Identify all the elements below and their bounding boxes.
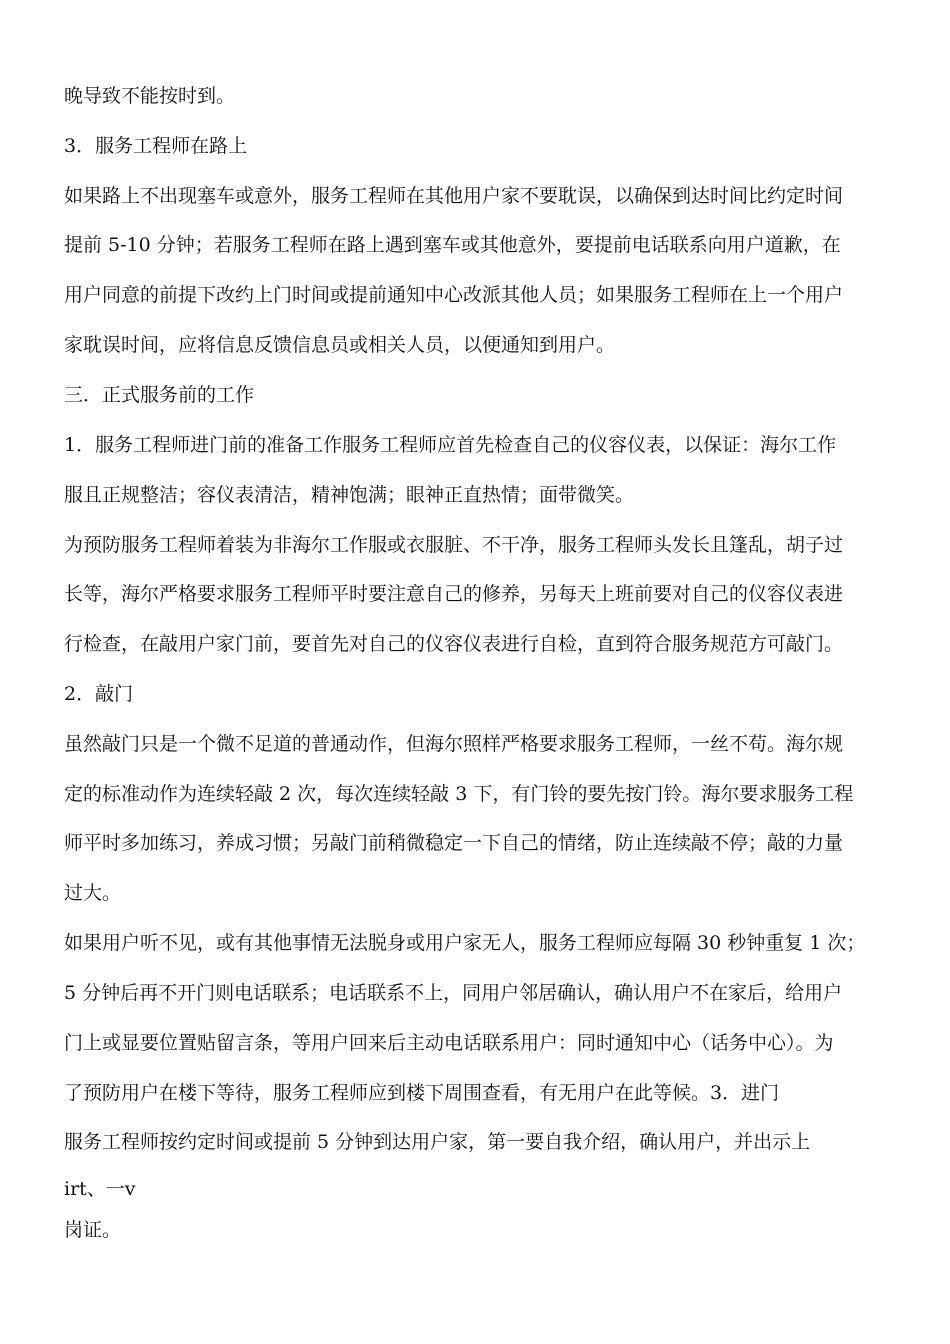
text-line: 服务工程师按约定时间或提前 5 分钟到达用户家，第一要自我介绍，确认用户，并出示上 bbox=[64, 1131, 811, 1153]
text-line: 师平时多加练习，养成习惯；另敲门前稍微稳定一下自己的情绪，防止连续敲不停；敲的力量 bbox=[64, 832, 844, 854]
text-line: 岗证。 bbox=[64, 1219, 122, 1241]
text-line: 虽然敲门只是一个微不足道的普通动作，但海尔照样严格要求服务工程师，一丝不苟。海尔规 bbox=[64, 733, 844, 755]
text-line: 长等，海尔严格要求服务工程师平时要注意自己的修养，另每天上班前要对自己的仪容仪表进 bbox=[64, 583, 844, 605]
text-line: 定的标准动作为连续轻敲 2 次，每次连续轻敲 3 下，有门铃的要先按门铃。海尔要求服务工程 bbox=[64, 783, 854, 805]
section-heading: 2．敲门 bbox=[64, 683, 134, 705]
text-line: 如果路上不出现塞车或意外，服务工程师在其他用户家不要耽误，以确保到达时间比约定时间 bbox=[64, 185, 844, 207]
text-line: 提前 5-10 分钟；若服务工程师在路上遇到塞车或其他意外，要提前电话联系向用户道歉，在 bbox=[64, 234, 841, 256]
text-line: 1．服务工程师进门前的准备工作服务工程师应首先检查自己的仪容仪表，以保证：海尔工作 bbox=[64, 434, 837, 456]
section-heading: 三．正式服务前的工作 bbox=[64, 384, 255, 406]
section-heading: 3．服务工程师在路上 bbox=[64, 135, 248, 157]
text-line: 为预防服务工程师着装为非海尔工作服或衣服脏、不干净，服务工程师头发长且篷乱，胡子过 bbox=[64, 534, 844, 556]
text-line: 晚导致不能按时到。 bbox=[64, 85, 236, 107]
text-line: 门上或显要位置贴留言条，等用户回来后主动电话联系用户：同时通知中心（话务中心）。为 bbox=[64, 1032, 834, 1054]
text-line: 服且正规整洁；容仪表清洁，精神饱满；眼神正直热情；面带微笑。 bbox=[64, 484, 635, 506]
text-line: 用户同意的前提下改约上门时间或提前通知中心改派其他人员；如果服务工程师在上一个用户 bbox=[64, 284, 844, 306]
text-line: 了预防用户在楼下等待，服务工程师应到楼下周围查看，有无用户在此等候。3．进门 bbox=[64, 1082, 780, 1104]
text-line: 家耽误时间，应将信息反馈信息员或相关人员，以便通知到用户。 bbox=[64, 334, 616, 356]
text-line: 行检查，在敲用户家门前，要首先对自己的仪容仪表进行自检，直到符合服务规范方可敲门。 bbox=[64, 633, 844, 655]
text-line: 过大。 bbox=[64, 882, 122, 904]
text-line: 5 分钟后再不开门则电话联系；电话联系不上，同用户邻居确认，确认用户不在家后，给用户 bbox=[64, 982, 843, 1004]
text-line: 如果用户听不见，或有其他事情无法脱身或用户家无人，服务工程师应每隔 30 秒钟重复 1 次； bbox=[64, 932, 866, 954]
text-line: irt、一v bbox=[64, 1178, 136, 1200]
